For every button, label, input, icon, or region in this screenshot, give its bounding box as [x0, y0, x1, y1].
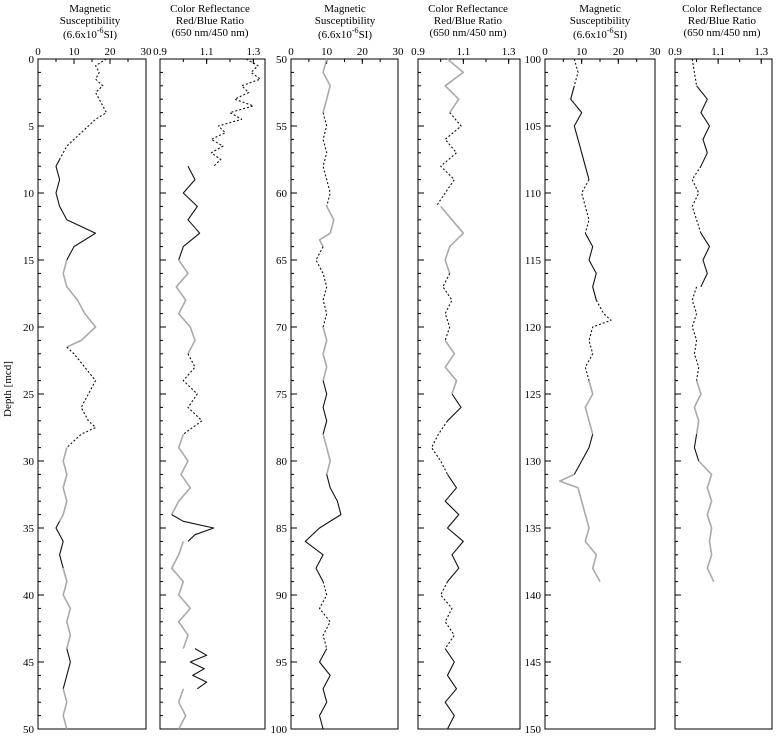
- panel-2-unit-base: (6.6x10: [317, 29, 352, 41]
- panel-4-y-tick-label-10: 150: [524, 724, 541, 736]
- panel-2-unit-exp: -6: [351, 26, 359, 35]
- panel-2-y-tick-label-9: 95: [276, 657, 287, 669]
- panel-1-series-segment-6: [172, 541, 191, 648]
- panel-5-series-segment-7: [699, 461, 714, 582]
- panel-0-y-tick-label-2: 10: [23, 188, 34, 200]
- panel-1-x-tick-label-2: 1.3: [246, 46, 261, 58]
- panel-2-series-segment-6: [323, 434, 330, 474]
- panel-4-y-tick-label-6: 130: [524, 456, 541, 468]
- panel-3-x-tick-label-2: 1.3: [501, 46, 516, 58]
- panel-1-series-segment-0: [211, 59, 260, 166]
- panel-5-x-tick-label-0: 0.9: [668, 46, 682, 58]
- panel-3-x-tick-label-0: 0.9: [411, 46, 425, 58]
- panel-4-series-segment-2: [582, 180, 589, 234]
- panel-4-series-segment-6: [574, 434, 592, 474]
- panel-4-y-tick-label-8: 140: [524, 590, 541, 602]
- panel-4-series-segment-1: [571, 86, 589, 180]
- panel-5-color-reflectance: [668, 3, 772, 729]
- panel-0-series-segment-2: [63, 260, 95, 347]
- panel-2-series-segment-2: [320, 206, 334, 246]
- panel-3-frame: [418, 59, 520, 729]
- panel-5-title-line2: Red/Blue Ratio: [687, 15, 757, 27]
- panel-3-x-tick-label-1: 1.1: [456, 46, 471, 58]
- panel-0-magnetic-susceptibility: [23, 3, 152, 736]
- panel-5-x-tick-label-1: 1.1: [711, 46, 725, 58]
- panel-4-y-tick-label-1: 105: [524, 121, 541, 133]
- panel-0-series-segment-3: [67, 347, 96, 448]
- panel-0-y-tick-label-1: 5: [28, 121, 34, 133]
- panel-2-series-segment-5: [323, 381, 327, 435]
- panel-2-y-tick-label-8: 90: [276, 590, 287, 602]
- panel-3-series-segment-7: [445, 474, 463, 581]
- panel-4-title-line2: Susceptibility: [569, 15, 631, 27]
- panel-4-y-tick-label-7: 135: [524, 523, 541, 535]
- panel-4-series-segment-0: [574, 59, 578, 86]
- panel-4-x-tick-label-1: 10: [576, 46, 588, 58]
- panel-1-x-tick-label-0: 0.9: [153, 46, 167, 58]
- panel-4-series-segment-3: [585, 233, 596, 300]
- panel-1-title-line2: Red/Blue Ratio: [175, 15, 245, 27]
- panel-4-magnetic-susceptibility: [525, 3, 662, 736]
- panel-4-unit-si: SI): [613, 29, 628, 41]
- panel-5-title-line1: Color Reflectance: [682, 3, 762, 15]
- panel-2-y-tick-label-3: 65: [276, 255, 287, 267]
- panel-1-series-segment-3: [183, 354, 202, 434]
- panel-4-frame: [545, 59, 655, 729]
- panel-1-series-segment-2: [176, 260, 195, 354]
- panel-5-x-tick-label-2: 1.3: [754, 46, 769, 58]
- panel-4-series-segment-5: [585, 381, 592, 435]
- panel-1-series-segment-4: [172, 434, 191, 514]
- panel-0-title-line1: Magnetic: [69, 3, 111, 15]
- panel-2-y-tick-label-1: 55: [276, 121, 287, 133]
- panel-0-unit-exp: -6: [96, 26, 104, 35]
- panel-0-y-tick-label-8: 40: [23, 590, 34, 602]
- panel-5-series-segment-2: [692, 166, 701, 233]
- panel-2-y-tick-label-4: 70: [276, 322, 287, 334]
- panel-4-y-tick-label-9: 145: [524, 657, 541, 669]
- panel-0-y-tick-label-7: 35: [23, 523, 34, 535]
- panel-1-series-segment-8: [179, 689, 186, 729]
- panel-2-x-tick-label-0: 0: [288, 46, 294, 58]
- panel-3-series-segment-6: [432, 421, 448, 475]
- panel-0-series-segment-8: [63, 689, 67, 729]
- panel-2-y-tick-label-7: 85: [276, 523, 287, 535]
- panel-0-y-tick-label-3: 15: [23, 255, 34, 267]
- panel-2-title-line3: [318, 26, 372, 41]
- panel-3-series-segment-5: [448, 394, 462, 421]
- panel-4-x-tick-label-3: 30: [649, 46, 661, 58]
- panel-4-unit-base: (6.6x10: [572, 29, 607, 41]
- panel-4-y-tick-label-4: 120: [524, 322, 541, 334]
- panel-4-y-tick-label-5: 125: [524, 389, 541, 401]
- panel-0-y-tick-label-5: 25: [23, 389, 34, 401]
- panel-3-series-segment-8: [441, 582, 455, 649]
- panel-4-y-tick-label-2: 110: [524, 188, 541, 200]
- panel-1-color-reflectance: [153, 3, 265, 729]
- panel-3-series-segment-1: [436, 113, 461, 207]
- panel-2-x-tick-label-2: 20: [356, 46, 368, 58]
- panel-5-series-segment-6: [694, 434, 698, 461]
- panel-0-series-segment-0: [60, 59, 107, 160]
- panel-0-y-tick-label-9: 45: [23, 657, 34, 669]
- panel-4-y-tick-label-3: 115: [524, 255, 541, 267]
- panel-2-series-segment-8: [320, 582, 331, 649]
- panel-2-x-tick-label-3: 30: [392, 46, 404, 58]
- panel-2-title-line1: Magnetic: [324, 3, 366, 15]
- panel-0-y-tick-label-0: 0: [28, 54, 34, 66]
- panel-0-series-segment-5: [56, 521, 63, 568]
- panel-5-series-segment-5: [694, 381, 701, 435]
- panel-5-frame: [675, 59, 772, 729]
- panel-2-series-segment-9: [320, 649, 331, 729]
- panel-2-y-tick-label-10: 100: [270, 724, 287, 736]
- panel-2-series-segment-3: [316, 247, 327, 327]
- panel-0-y-tick-label-4: 20: [23, 322, 34, 334]
- panel-0-title-line3: [63, 26, 117, 41]
- panel-4-x-tick-label-0: 0: [542, 46, 548, 58]
- panel-0-series-segment-6: [63, 568, 70, 648]
- panel-2-series-segment-4: [323, 327, 327, 381]
- panel-2-y-tick-label-2: 60: [276, 188, 287, 200]
- panel-1-series-segment-5: [172, 515, 214, 542]
- panel-4-series-segment-7: [560, 474, 600, 581]
- panel-0-x-tick-label-3: 30: [140, 46, 152, 58]
- panel-1-x-tick-label-1: 1.1: [199, 46, 214, 58]
- panel-4-title-line1: Magnetic: [579, 3, 621, 15]
- panel-0-y-tick-label-10: 50: [23, 724, 34, 736]
- panel-3-title-line3: (650 nm/450 nm): [429, 27, 507, 39]
- panel-5-series-segment-4: [692, 287, 699, 381]
- panel-0-unit-base: (6.6x10: [62, 29, 97, 41]
- panel-2-y-tick-label-0: 50: [276, 54, 287, 66]
- panel-0-x-tick-label-0: 0: [35, 46, 41, 58]
- panel-2-series-segment-1: [323, 113, 330, 207]
- panel-4-title-line3: [573, 26, 627, 41]
- panel-1-frame: [160, 59, 265, 729]
- panel-3-title-line2: Red/Blue Ratio: [433, 15, 503, 27]
- panel-0-x-tick-label-1: 10: [68, 46, 80, 58]
- panel-0-title-line2: Susceptibility: [59, 15, 121, 27]
- panel-3-series-segment-2: [441, 206, 464, 273]
- panel-1-series-segment-7: [190, 649, 206, 689]
- panel-3-series-segment-3: [443, 273, 452, 340]
- panel-2-frame: [291, 59, 398, 729]
- panel-3-series-segment-9: [445, 649, 456, 729]
- panel-2-magnetic-susceptibility: [271, 3, 405, 736]
- panel-1-title-line3: (650 nm/450 nm): [171, 27, 249, 39]
- panel-0-x-tick-label-2: 20: [104, 46, 116, 58]
- panel-4-series-segment-4: [585, 300, 611, 380]
- panel-2-y-tick-label-6: 80: [276, 456, 287, 468]
- panel-3-series-segment-4: [445, 340, 456, 394]
- panel-2-series-segment-0: [323, 59, 330, 113]
- panel-0-series-segment-4: [60, 448, 67, 522]
- panel-4-unit-exp: -6: [606, 26, 614, 35]
- panel-1-series-segment-1: [179, 166, 200, 260]
- panel-5-series-segment-3: [701, 233, 710, 287]
- panel-5-series-segment-0: [692, 59, 696, 86]
- panel-3-series-segment-0: [445, 59, 463, 113]
- panel-4-y-tick-label-0: 100: [524, 54, 541, 66]
- panel-0-series-segment-1: [56, 160, 96, 261]
- panel-5-title-line3: (650 nm/450 nm): [683, 27, 761, 39]
- panel-0-frame: [38, 59, 146, 729]
- panel-2-title-line2: Susceptibility: [314, 15, 376, 27]
- panel-5-series-segment-1: [697, 86, 710, 166]
- panel-3-color-reflectance: [411, 3, 520, 729]
- panel-2-unit-si: SI): [358, 29, 373, 41]
- panel-0-series-segment-7: [63, 649, 70, 689]
- panel-0-unit-si: SI): [103, 29, 118, 41]
- panel-2-series-segment-7: [305, 474, 341, 581]
- y-axis-label: Depth [mcd]: [2, 361, 14, 417]
- panel-1-title-line1: Color Reflectance: [170, 3, 250, 15]
- panel-2-y-tick-label-5: 75: [276, 389, 287, 401]
- panel-4-x-tick-label-2: 20: [612, 46, 624, 58]
- panel-0-y-tick-label-6: 30: [23, 456, 34, 468]
- panel-2-x-tick-label-1: 10: [321, 46, 333, 58]
- panel-3-title-line1: Color Reflectance: [428, 3, 508, 15]
